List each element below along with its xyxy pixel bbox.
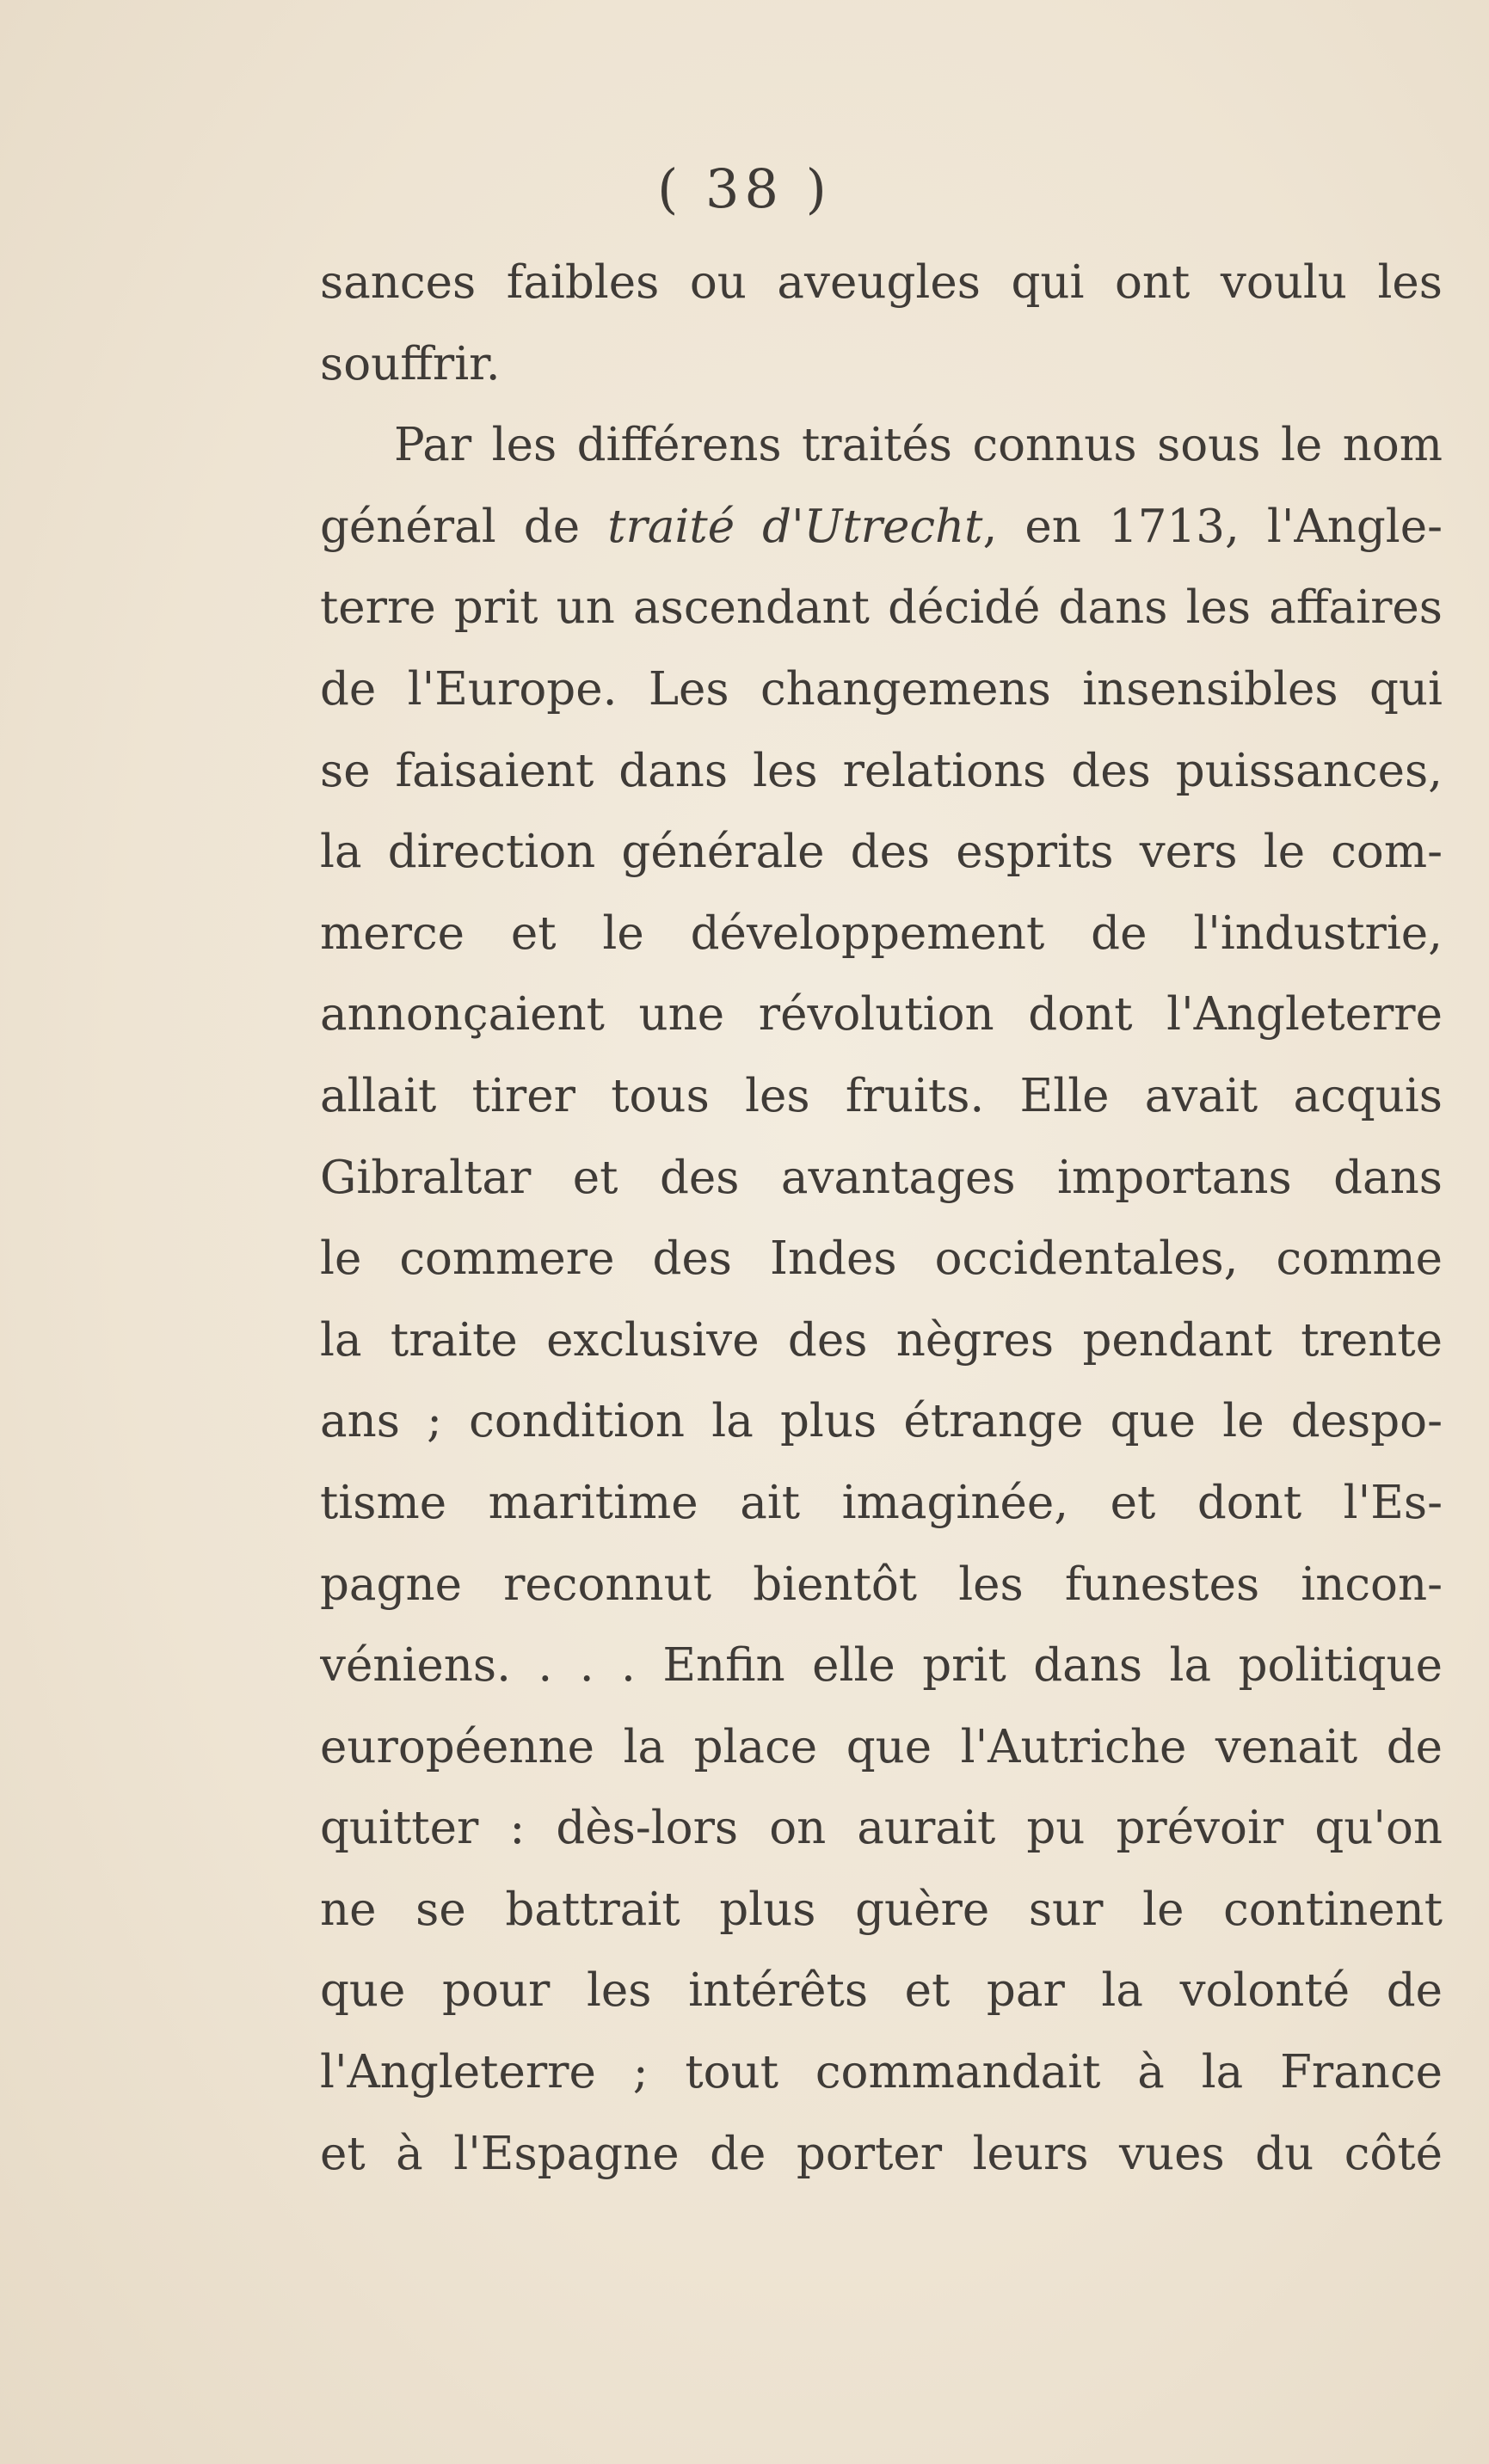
text-line-4-end: , en 1713, l'Angle- xyxy=(982,500,1443,553)
text-line-21: ne se battrait plus guère sur le continent xyxy=(320,1883,1443,1936)
text-line-2: souffrir. xyxy=(320,337,501,390)
text-line-13: le commere des Indes occidentales, comme xyxy=(320,1232,1443,1286)
text-line-7: se faisaient dans les relations des puissances, xyxy=(320,744,1443,797)
text-line-11: allait tirer tous les fruits. Elle avait acquis xyxy=(320,1069,1443,1122)
text-line-1: sances faibles ou aveugles qui ont voulu les xyxy=(320,256,1443,309)
text-line-9: merce et le développement de l'industrie, xyxy=(320,906,1443,960)
text-line-5: terre prit un ascendant décidé dans les affaires xyxy=(320,581,1443,635)
treaty-name: traité d'Utrecht xyxy=(607,500,983,553)
text-line-15: ans ; condition la plus étrange que le despo- xyxy=(320,1395,1443,1448)
text-line-3: Par les différens traités connus sous le nom xyxy=(394,419,1443,472)
text-line-19: européenne la place que l'Autriche venait de xyxy=(320,1720,1443,1773)
text-line-18: véniens. . . . Enfin elle prit dans la politique xyxy=(320,1639,1443,1693)
text-line-20: quitter : dès-lors on aurait pu prévoir qu'on xyxy=(320,1802,1443,1855)
text-line-23: l'Angleterre ; tout commandait à la France xyxy=(320,2046,1443,2099)
text-line-12: Gibraltar et des avantages importans dans xyxy=(320,1151,1443,1204)
text-line-4-start: général de xyxy=(320,500,608,553)
text-line-24: et à l'Espagne de porter leurs vues du côté xyxy=(320,2127,1443,2180)
page-number: ( 38 ) xyxy=(657,157,832,220)
text-line-6: de l'Europe. Les changemens insensibles qui xyxy=(320,662,1443,716)
text-line-14: la traite exclusive des nègres pendant trente xyxy=(320,1313,1443,1367)
text-line-16: tisme maritime ait imaginée, et dont l'Es- xyxy=(320,1476,1443,1529)
text-line-4 xyxy=(320,487,1443,568)
text-line-17: pagne reconnut bientôt les funestes incon- xyxy=(320,1558,1443,1611)
text-line-8: la direction générale des esprits vers le com- xyxy=(320,826,1443,879)
body-text xyxy=(320,243,1443,2195)
text-line-10: annonçaient une révolution dont l'Angleterre xyxy=(320,988,1443,1042)
text-line-22: que pour les intérêts et par la volonté de xyxy=(320,1964,1443,2018)
